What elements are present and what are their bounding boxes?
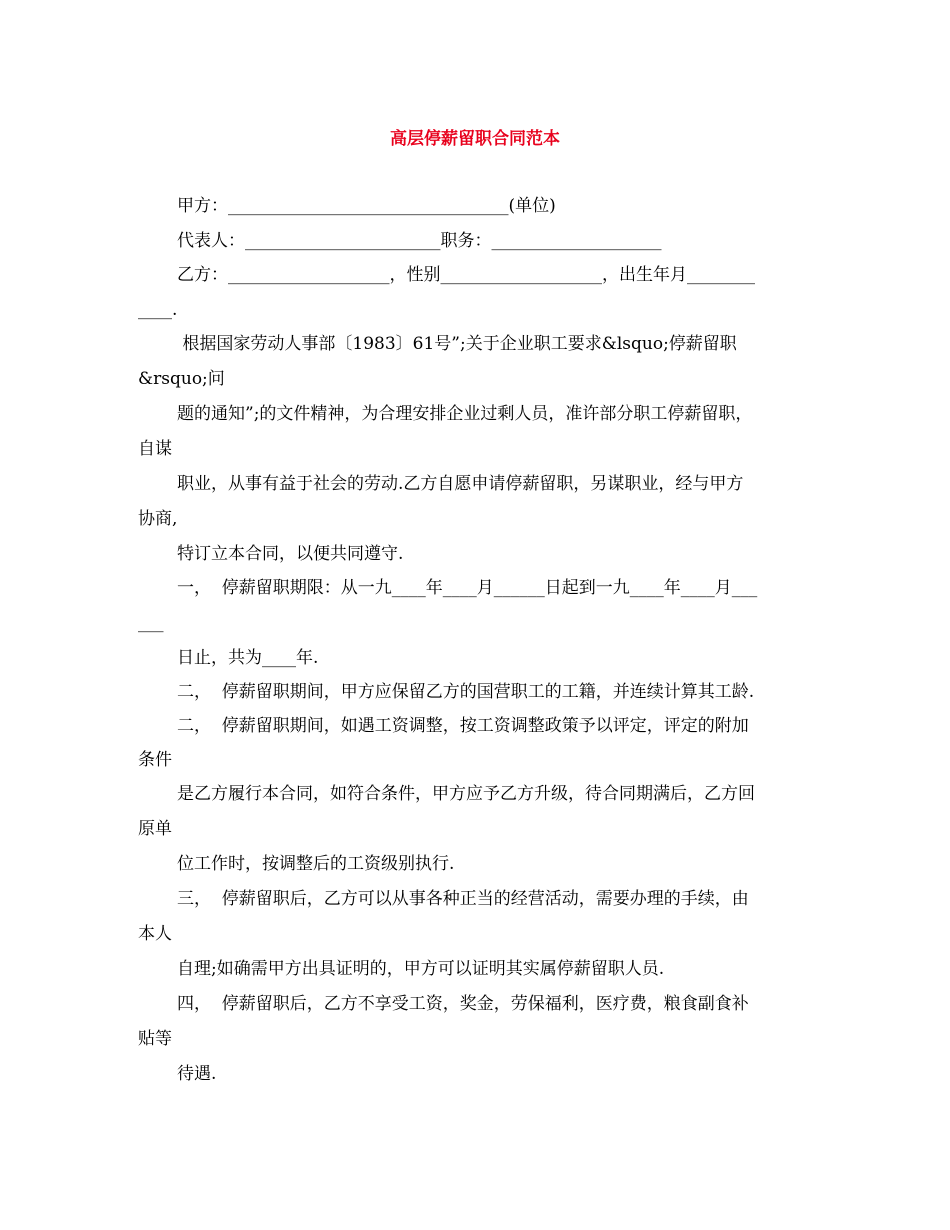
preamble-line: 自谋 — [138, 439, 172, 459]
party-b-line-cont: ____. — [138, 300, 178, 320]
clause-line: 原单 — [138, 819, 172, 839]
document-title: 高层停薪留职合同范本 — [390, 129, 560, 149]
clause-line: 四， 停薪留职后，乙方不享受工资，奖金，劳保福利，医疗费，粮食副食补 — [177, 994, 749, 1014]
party-a-line: 甲方：_________________________________(单位) — [177, 196, 556, 216]
preamble-line: &rsquo;问 — [138, 369, 225, 389]
clause-line: 条件 — [138, 750, 172, 770]
clause-line: ___ — [138, 613, 164, 633]
party-b-line: 乙方：___________________，性别___________________，出生年月________ — [177, 265, 755, 285]
clause-line: 日止，共为____年. — [177, 648, 319, 668]
clause-line: 二， 停薪留职期间，甲方应保留乙方的国营职工的工籍，并连续计算其工龄. — [177, 682, 755, 702]
clause-line: 二， 停薪留职期间，如遇工资调整，按工资调整政策予以评定，评定的附加 — [177, 716, 749, 736]
preamble-line: 题的通知”;的文件精神，为合理安排企业过剩人员，准许部分职工停薪留职， — [177, 404, 753, 424]
clause-line: 位工作时，按调整后的工资级别执行. — [177, 854, 455, 874]
clause-line: 三， 停薪留职后，乙方可以从事各种正当的经营活动，需要办理的手续，由 — [177, 889, 749, 909]
clause-line: 本人 — [138, 924, 172, 944]
clause-line: 是乙方履行本合同，如符合条件，甲方应予乙方升级，待合同期满后，乙方回 — [177, 784, 755, 804]
clause-line: 一， 停薪留职期限：从一九____年____月______日起到一九____年____月___ — [177, 578, 758, 598]
clause-line: 贴等 — [138, 1029, 172, 1049]
clause-line: 待遇. — [177, 1064, 217, 1084]
preamble-line: 职业，从事有益于社会的劳动.乙方自愿申请停薪留职，另谋职业，经与甲方 — [177, 474, 744, 494]
preamble-line: 根据国家劳动人事部〔1983〕61号”;关于企业职工要求&lsquo;停薪留职 — [177, 334, 737, 354]
representative-line: 代表人：_______________________职务：____________________ — [177, 231, 662, 251]
clause-line: 自理;如确需甲方出具证明的，甲方可以证明其实属停薪留职人员. — [177, 959, 665, 979]
preamble-line: 协商, — [138, 509, 178, 529]
preamble-line: 特订立本合同，以便共同遵守. — [177, 544, 404, 564]
